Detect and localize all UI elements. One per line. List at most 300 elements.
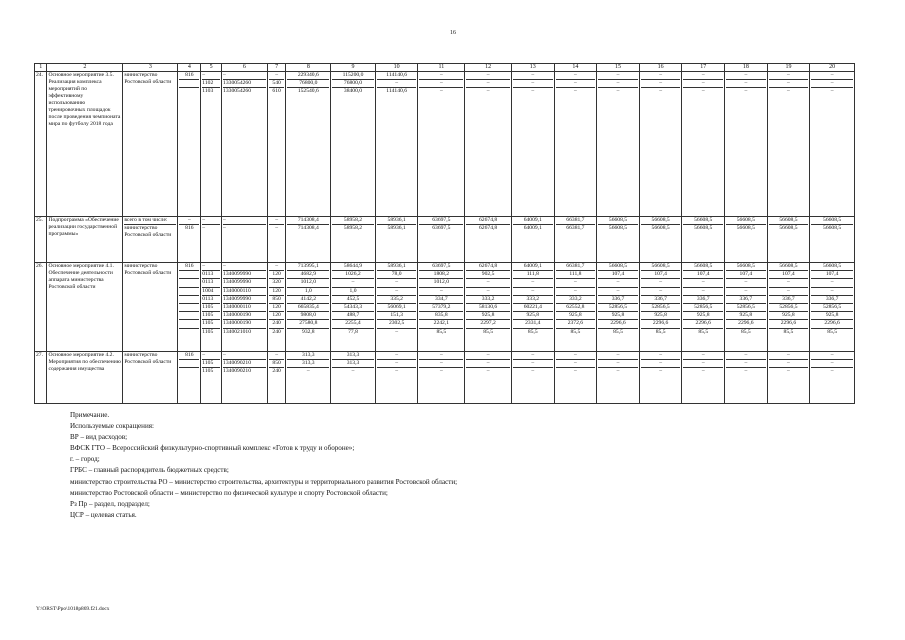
table-cell: 52856,5 [598,303,638,311]
table-cell: – [223,352,226,358]
table-cell: 1105 [202,319,220,327]
table-cell: – [726,367,766,375]
table-cell: 2242,1 [419,319,463,327]
table-cell: 152540,6 [287,87,329,95]
table-cell: – [377,328,417,336]
table-cell: 336,7 [769,295,809,303]
value-column-8 [286,352,331,404]
table-cell: 2331,4 [513,319,553,327]
table-cell: 488,7 [332,311,374,319]
table-cell: – [744,72,748,78]
table-cell: – [598,79,638,87]
table-cell: 714308,4 [297,217,319,223]
table-cell: – [556,278,596,286]
table-cell: 64009,1 [523,263,542,269]
table-cell: 58958,2 [332,224,374,232]
table-cell: 932,8 [287,328,329,336]
header-cell: 19 [767,64,810,72]
value-column-16 [639,352,682,404]
value-column-13 [511,352,554,404]
table-cell: – [395,352,399,358]
row-number: 25. [35,217,47,263]
header-cell: 3 [123,64,178,72]
header-cell: 10 [375,64,418,72]
table-cell: – [769,278,809,286]
table-cell: – [556,287,596,295]
table-cell: – [683,79,723,87]
value-column-19 [767,72,810,217]
value-column-11 [418,352,465,404]
value-column-13 [511,217,554,263]
table-cell: 107,4 [726,270,766,278]
header-row [35,64,855,72]
table-cell: – [275,263,279,269]
table-cell: 336,7 [641,295,681,303]
table-cell [179,328,199,336]
table-cell: 1340099990 [223,278,266,286]
table-cell: – [811,79,853,87]
header-cell: 16 [639,64,682,72]
table-cell: – [616,72,620,78]
table-cell: – [275,217,279,223]
table-cell: – [574,72,577,78]
value-column-10 [375,217,418,263]
value-column-15 [597,263,640,352]
table-cell: 1340000110 [223,303,266,311]
table-cell: 63697,5 [432,217,451,223]
table-cell: 107,4 [598,270,638,278]
table-cell: – [556,367,596,375]
table-cell: 4682,9 [287,270,329,278]
table-cell: 1105 [202,328,220,336]
value-column-12 [465,72,512,217]
table-cell: – [641,79,681,87]
table-cell: – [726,79,766,87]
value-column-15 [597,217,640,263]
table-cell: – [769,367,809,375]
table-cell: 333,2 [556,295,596,303]
table-cell: 835,8 [419,311,463,319]
table-cell [179,287,199,295]
table-cell: 2255,4 [332,319,374,327]
table-cell: – [726,87,766,95]
table-cell: 816 [185,263,194,269]
note-line: ВФСК ГТО – Всероссийский физкультурно-спортивный комплекс «Готов к труду и обороне»; [70,444,355,453]
header-cell: 2 [47,64,123,72]
table-cell: 85,5 [513,328,553,336]
value-column-6 [222,352,268,404]
table-cell: 2372,6 [556,319,596,327]
table-cell: – [202,72,206,78]
table-cell: 58644,9 [343,263,363,269]
table-cell: 54343,3 [332,303,374,311]
table-cell: 62674,8 [479,217,498,223]
table-cell: 56608,5 [694,263,713,269]
note-line: г. – город; [70,455,100,464]
value-column-7 [267,72,286,217]
value-column-4 [178,217,201,263]
header-cell: 6 [222,64,268,72]
table-cell: 85,5 [811,328,853,336]
table-cell: 57379,2 [419,303,463,311]
table-cell: – [641,87,681,95]
table-cell: 313,3 [287,359,329,367]
table-cell: 85,5 [683,328,723,336]
table-cell: 925,8 [726,311,766,319]
measure-name: Подпрограмма «Обеспечение реализации государственной программы» [47,217,123,263]
table-cell: 1330054260 [223,87,266,95]
table-cell: 107,4 [769,270,809,278]
table-cell: 115200,0 [342,72,364,78]
table-cell: 1340099990 [223,295,266,303]
value-column-17 [682,263,725,352]
value-column-13 [511,72,554,217]
table-cell: 1340090210 [223,359,266,367]
table-cell: 27580,8 [287,319,329,327]
table-cell: 114140,6 [386,72,408,78]
table-cell: 452,5 [332,295,374,303]
table-cell: 1340090210 [223,367,266,375]
value-column-6 [222,263,268,352]
table-cell: – [377,359,417,367]
header-cell: 17 [682,64,725,72]
table-cell: 1105 [202,303,220,311]
table-cell: 333,2 [513,295,553,303]
table-cell: 540 [269,79,285,87]
table-cell: 313,3 [346,352,360,358]
table-cell: 56608,5 [641,224,681,232]
table-cell: – [513,278,553,286]
value-column-4 [178,263,201,352]
table-cell: 107,4 [683,270,723,278]
value-column-18 [725,352,768,404]
value-column-7 [267,263,286,352]
table-cell: – [659,352,663,358]
row-number: 27. [35,352,47,404]
table-cell: – [787,72,790,78]
value-column-10 [375,263,418,352]
table-cell: – [287,367,329,375]
value-column-8 [286,217,331,263]
table-row [35,263,855,352]
table-cell: – [683,359,723,367]
table-cell: 58130,6 [466,303,510,311]
table-row [35,72,855,217]
value-column-17 [682,352,725,404]
note-line: ГРБС – главный распорядитель бюджетных средств; [70,466,229,475]
table-cell: 320 [269,278,285,286]
table-cell: 713995,1 [297,263,319,269]
header-cell: 9 [331,64,376,72]
table-cell: – [466,359,510,367]
table-cell: 85,5 [598,328,638,336]
table-cell: 76800,0 [332,79,374,87]
table-cell: 1105 [202,311,220,319]
table-cell: 1340000190 [223,311,266,319]
table-cell: – [683,367,723,375]
value-column-20 [810,352,855,404]
measure-name: Основное мероприятие 4.2. Мероприятия по обеспечению содержания имущества [47,352,123,404]
table-cell: 58936,1 [387,263,406,269]
value-column-5 [201,352,222,404]
note-line: ВР – вид расходов; [70,433,128,442]
table-cell: – [269,224,285,232]
table-cell: 56608,5 [694,217,713,223]
value-column-10 [375,72,418,217]
table-cell: 151,3 [377,311,417,319]
table-cell: 56608,5 [736,263,755,269]
table-cell: 114140,6 [377,87,417,95]
table-cell: – [202,352,206,358]
table-cell: – [419,87,463,95]
value-column-14 [554,72,597,217]
table-cell: 66381,7 [566,263,585,269]
value-column-11 [418,217,465,263]
grbs-total-label: всего в том числе: [124,217,168,223]
table-cell: – [641,287,681,295]
table-cell: 925,8 [466,311,510,319]
value-column-16 [639,72,682,217]
header-cell: 15 [597,64,640,72]
table-cell: – [466,79,510,87]
table-cell: 66381,7 [556,224,596,232]
table-cell: 56069,1 [377,303,417,311]
table-cell: 240 [269,367,285,375]
header-cell: 7 [267,64,286,72]
table-cell: 925,8 [598,311,638,319]
table-cell: – [811,87,853,95]
value-column-5 [201,72,222,217]
table-cell: – [556,87,596,95]
table-cell: 56608,5 [811,224,853,232]
table-cell: 66381,7 [566,217,585,223]
table-cell: 925,8 [683,311,723,319]
table-cell: 62674,8 [479,263,498,269]
table-cell: 1012,0 [287,278,329,286]
value-column-11 [418,72,465,217]
table-cell: – [641,367,681,375]
table-cell: 120 [269,303,285,311]
table-cell: 0113 [202,270,220,278]
table-cell: 56608,5 [779,217,798,223]
table-cell: – [513,367,553,375]
value-column-13 [511,263,554,352]
table-cell: 1340000190 [223,319,266,327]
note-line: ЦСР – целевая статья. [70,510,137,519]
value-column-5 [201,263,222,352]
table-cell: – [419,287,463,295]
table-cell: 335,2 [377,295,417,303]
table-cell: – [466,278,510,286]
table-cell: – [683,87,723,95]
table-cell: 85,5 [726,328,766,336]
table-cell: 902,5 [466,270,510,278]
table-cell: 62674,8 [466,224,510,232]
value-column-8 [286,263,331,352]
table-cell: 56608,5 [726,224,766,232]
table-cell: – [769,79,809,87]
table-cell: – [641,359,681,367]
table-cell [179,359,199,367]
table-cell: – [513,79,553,87]
table-cell: 85,5 [466,328,510,336]
table-cell: 240 [269,328,285,336]
table-cell: – [202,224,220,232]
table-cell: 56608,5 [779,263,798,269]
note-line: Используемые сокращения: [70,422,155,431]
table-cell: 1,0 [332,287,374,295]
table-cell: 0113 [202,278,220,286]
value-column-8 [286,72,331,217]
table-cell: 56608,5 [651,217,670,223]
table-cell: 120 [269,311,285,319]
table-cell: – [531,72,535,78]
row-number: 24. [35,72,47,217]
table-cell: – [811,359,853,367]
table-cell: 56608,5 [608,263,628,269]
table-cell: 111,8 [513,270,553,278]
header-cell: 12 [465,64,512,72]
table-cell [179,270,199,278]
table-cell: 2296,6 [769,319,809,327]
table-cell: – [598,278,638,286]
table-cell: – [726,278,766,286]
table-cell: – [701,352,705,358]
table-cell: 85,5 [556,328,596,336]
table-cell [179,311,199,319]
grbs-text: министерство Ростовской области [124,72,172,85]
table-cell: 2296,6 [811,319,853,327]
value-column-16 [639,217,682,263]
table-cell [179,87,199,95]
table-cell: 1340000110 [223,287,266,295]
table-cell: 336,7 [598,295,638,303]
budget-table [34,63,855,404]
value-column-4 [178,352,201,404]
value-column-9 [331,263,376,352]
table-cell: – [598,87,638,95]
table-cell: – [769,359,809,367]
header-cell: 4 [178,64,201,72]
table-cell: – [616,352,620,358]
table-cell: – [466,87,510,95]
file-path-footer: Y:\ORST\Ppo\1018p869.f21.docx [36,606,110,612]
grbs-cell [123,217,178,263]
table-cell [179,79,199,87]
header-cell: 5 [201,64,222,72]
value-column-20 [810,263,855,352]
value-column-6 [222,217,268,263]
table-cell: 56608,5 [651,263,670,269]
table-cell: 56608,5 [608,217,628,223]
header-cell: 18 [725,64,768,72]
table-cell: – [744,352,748,358]
table-cell: 85,5 [419,328,463,336]
table-cell: – [726,287,766,295]
table-cell: – [574,352,577,358]
table-cell: 64009,1 [523,217,542,223]
table-cell: 1004 [202,287,220,295]
table-cell: 52856,5 [641,303,681,311]
table-cell: – [830,72,834,78]
table-cell: 313,3 [302,352,315,358]
value-column-14 [554,263,597,352]
table-cell: 816 [185,352,194,358]
table-cell: 336,7 [683,295,723,303]
table-cell [179,367,199,375]
table-cell: 56608,5 [823,217,842,223]
table-cell: 38400,0 [332,87,374,95]
value-column-18 [725,263,768,352]
table-cell: 56608,5 [683,224,723,232]
table-cell: 52856,5 [811,303,853,311]
table-cell: – [466,287,510,295]
table-cell: 76800,0 [287,79,329,87]
table-cell: – [769,287,809,295]
table-row [35,352,855,404]
table-cell: – [598,367,638,375]
header-cell: 13 [511,64,554,72]
table-cell: – [811,287,853,295]
table-cell: 1105 [202,367,220,375]
table-cell: 52856,5 [726,303,766,311]
table-cell: 925,8 [641,311,681,319]
note-title: Примечание. [70,411,110,419]
table-cell: 1105 [202,359,220,367]
table-cell: 78,0 [377,270,417,278]
table-cell: – [769,87,809,95]
value-column-15 [597,72,640,217]
table-cell: 120 [269,287,285,295]
header-cell: 20 [810,64,855,72]
grbs-cell [123,352,178,404]
table-cell: 1012,0 [419,278,463,286]
table-cell: 334,7 [419,295,463,303]
value-column-20 [810,72,855,217]
value-column-10 [375,352,418,404]
table-cell: – [377,79,417,87]
table-cell: – [275,72,279,78]
value-column-5 [201,217,222,263]
value-column-17 [682,217,725,263]
value-column-19 [767,352,810,404]
table-cell: 1340099990 [223,270,266,278]
table-cell: 1330054260 [223,79,266,87]
table-cell: 107,4 [641,270,681,278]
table-cell: 816 [179,224,199,232]
table-cell: 63697,5 [432,263,451,269]
value-column-17 [682,72,725,217]
table-cell: – [598,287,638,295]
value-column-7 [267,352,286,404]
table-cell: – [787,352,790,358]
table-cell: – [202,263,206,269]
page-number: 16 [450,30,456,36]
table-cell: 714308,4 [287,224,329,232]
table-cell: – [641,278,681,286]
table-cell: 925,8 [811,311,853,319]
table-cell: 336,7 [811,295,853,303]
table-cell: – [531,352,535,358]
table-cell: – [223,263,226,269]
value-column-16 [639,263,682,352]
value-column-15 [597,352,640,404]
table-cell: – [811,367,853,375]
table-cell: 2297,2 [466,319,510,327]
table-cell: 0113 [202,295,220,303]
notes-section [70,410,457,521]
table-cell: 229340,6 [297,72,319,78]
